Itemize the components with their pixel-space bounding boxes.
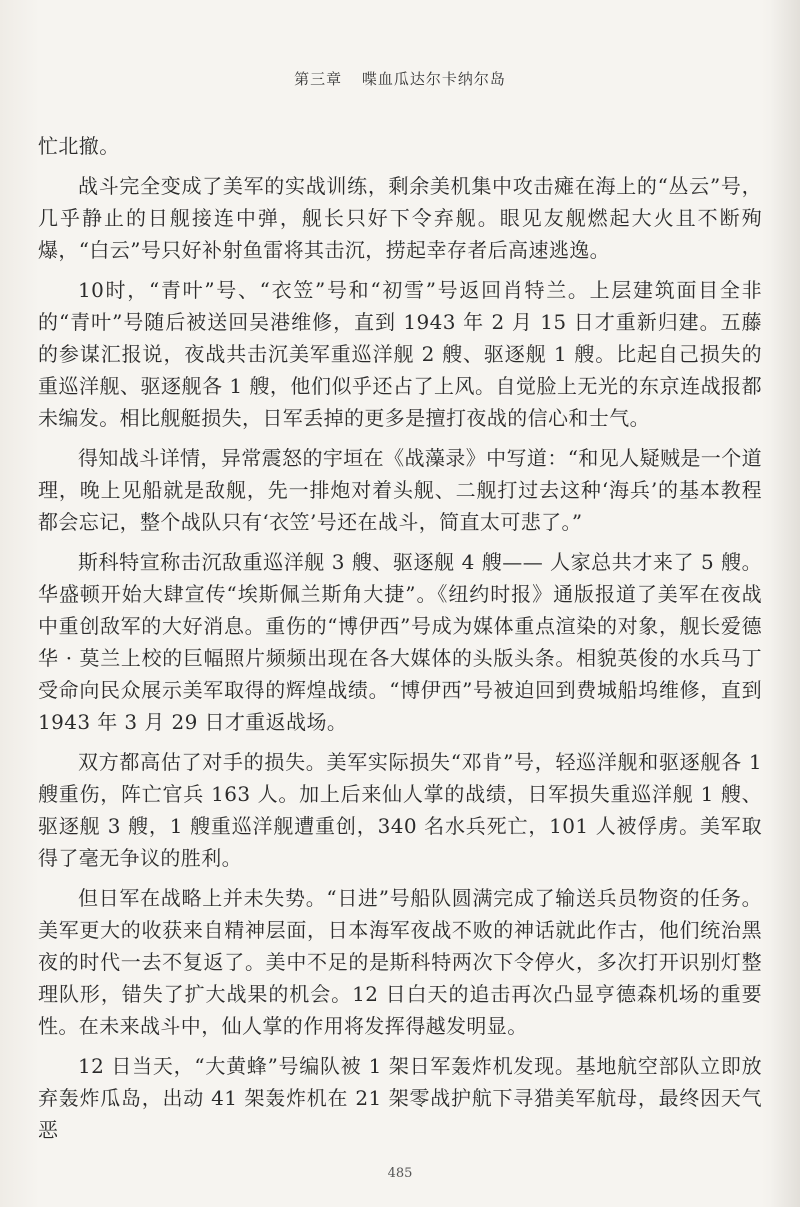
paragraph: 12 日当天，“大黄蜂”号编队被 1 架日军轰炸机发现。基地航空部队立即放弃轰炸瓜岛，出动 41 架轰炸机在 21 架零战护航下寻猎美军航母，最终因天气恶	[38, 1054, 762, 1142]
paragraph: 斯科特宣称击沉敌重巡洋舰 3 艘、驱逐舰 4 艘—— 人家总共才来了 5 艘。华盛顿开始大肆宣传“埃斯佩兰斯角大捷”。《纽约时报》通版报道了美军在夜战中重创敌军的大好消息。重伤的“博伊西”号成为媒体重点渲染的对象，舰长爱德华 · 莫兰上校的巨幅照片频频出现在各大媒体的头版头条。相貌英俊的水兵马丁受命向民众展示美军取得的辉煌战绩。“博伊西”号被迫回到费城船坞维修，直到 1943 年 3 月 29 日才重返战场。	[38, 550, 762, 734]
paragraph: 战斗完全变成了美军的实战训练，剩余美机集中攻击瘫在海上的“丛云”号，几乎静止的日舰接连中弹，舰长只好下令弃舰。眼见友舰燃起大火且不断殉爆，“白云”号只好补射鱼雷将其击沉，捞起幸存者后高速逃逸。	[38, 174, 762, 262]
page-number: 485	[387, 1166, 413, 1181]
paragraph: 双方都高估了对手的损失。美军实际损失“邓肯”号，轻巡洋舰和驱逐舰各 1 艘重伤，阵亡官兵 163 人。加上后来仙人掌的战绩，日军损失重巡洋舰 1 艘、驱逐舰 3 艘，1 艘重巡洋舰遭重创，340 名水兵死亡，101 人被俘虏。美军取得了毫无争议的胜利。	[38, 750, 762, 870]
chapter-title: 喋血瓜达尔卡纳尔岛	[361, 70, 506, 88]
page-edge-shadow	[770, 0, 800, 1207]
paragraph: 10时，“青叶”号、“衣笠”号和“初雪”号返回肖特兰。上层建筑面目全非的“青叶”号随后被送回吴港维修，直到 1943 年 2 月 15 日才重新归建。五藤的参谋汇报说，夜战共击沉美军重巡洋舰 2 艘、驱逐舰 1 艘。比起自己损失的重巡洋舰、驱逐舰各 1 艘，他们似乎还占了上风。自觉脸上无光的东京连战报都未编发。相比舰艇损失，日军丢掉的更多是擅打夜战的信心和士气。	[38, 278, 762, 430]
paragraph: 得知战斗详情，异常震怒的宇垣在《战藻录》中写道：“和见人疑贼是一个道理，晚上见船就是敌舰，先一排炮对着头舰、二舰打过去这种‘海兵’的基本教程都会忘记，整个战队只有‘衣笠’号还在战斗，简直太可悲了。”	[38, 446, 762, 534]
paragraph: 忙北撤。	[38, 134, 120, 158]
body-text	[38, 130, 762, 1154]
paragraph: 但日军在战略上并未失势。“日进”号船队圆满完成了输送兵员物资的任务。美军更大的收获来自精神层面，日本海军夜战不败的神话就此作古，他们统治黑夜的时代一去不复返了。美中不足的是斯科特两次下令停火，多次打开识别灯整理队形，错失了扩大战果的机会。12 日白天的追击再次凸显亨德森机场的重要性。在未来战斗中，仙人掌的作用将发挥得越发明显。	[38, 886, 762, 1038]
chapter-number: 第三章	[294, 70, 343, 88]
running-head	[0, 68, 800, 89]
